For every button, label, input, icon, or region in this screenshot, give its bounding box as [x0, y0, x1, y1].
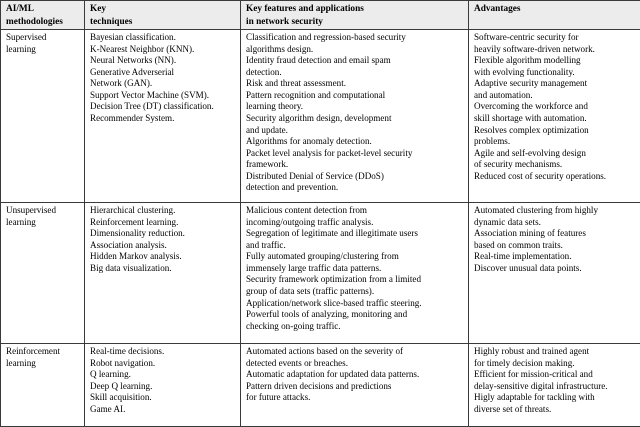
column-header-techniques	[85, 1, 241, 30]
text-line: Application/network slice-based traffic steering.	[246, 298, 464, 310]
text-line: Decision Tree (DT) classification.	[90, 101, 236, 113]
text-line: with evolving functionality.	[474, 67, 636, 79]
text-line: Supervised	[6, 32, 80, 44]
column-header-line: Advantages	[474, 3, 636, 16]
text-line: Dimensionality reduction.	[90, 228, 236, 240]
text-line: Unsupervised	[6, 205, 80, 217]
column-header-line: techniques	[90, 16, 236, 29]
column-header-methodologies-lines	[6, 3, 80, 28]
text-line: diverse set of threats.	[474, 404, 636, 416]
text-line: dynamic data sets.	[474, 217, 636, 229]
text-line: Robot navigation.	[90, 358, 236, 370]
text-line: Security framework optimization from a limited	[246, 274, 464, 286]
column-header-line: Key	[90, 3, 236, 16]
text-line: and traffic.	[246, 240, 464, 252]
text-line: Recommender System.	[90, 113, 236, 125]
text-line: Generative Adverserial	[90, 67, 236, 79]
cell-techniques-supervised	[85, 30, 241, 203]
text-line: Q learning.	[90, 369, 236, 381]
text-line: Resolves complex optimization	[474, 125, 636, 137]
cell-features-unsupervised	[241, 203, 469, 344]
text-line: heavily software-driven network.	[474, 44, 636, 56]
text-line: framework.	[246, 159, 464, 171]
text-line: Packet level analysis for packet-level security	[246, 148, 464, 160]
text-line: learning	[6, 358, 80, 370]
text-line: incoming/outgoing traffic analysis.	[246, 217, 464, 229]
text-line: learning theory.	[246, 101, 464, 113]
features-lines	[246, 346, 464, 404]
column-header-line: AI/ML	[6, 3, 80, 16]
text-line: Automated actions based on the severity of	[246, 346, 464, 358]
text-line: Reinforcement learning.	[90, 217, 236, 229]
text-line: Discover unusual data points.	[474, 263, 636, 275]
text-line: detected events or breaches.	[246, 358, 464, 370]
text-line: Software-centric security for	[474, 32, 636, 44]
text-line: Malicious content detection from	[246, 205, 464, 217]
text-line: learning	[6, 217, 80, 229]
table-header-row	[1, 1, 640, 30]
text-line: Classification and regression-based security	[246, 32, 464, 44]
text-line: for future attacks.	[246, 392, 464, 404]
text-line: Agile and self-evolving design	[474, 148, 636, 160]
text-line: Efficient for mission-critical and	[474, 369, 636, 381]
text-line: of security mechanisms.	[474, 159, 636, 171]
text-line: Algorithms for anomaly detection.	[246, 136, 464, 148]
table-row	[1, 203, 640, 344]
text-line: checking on-going traffic.	[246, 321, 464, 333]
text-line: algorithms design.	[246, 44, 464, 56]
cell-techniques-unsupervised	[85, 203, 241, 344]
text-line: delay-sensitive digital infrastructure.	[474, 381, 636, 393]
methodology-lines	[6, 346, 80, 369]
text-line: detection and prevention.	[246, 182, 464, 194]
cell-features-supervised	[241, 30, 469, 203]
text-line: Highly robust and trained agent	[474, 346, 636, 358]
text-line: Big data visualization.	[90, 263, 236, 275]
text-line: Automatic adaptation for updated data patterns.	[246, 369, 464, 381]
text-line: Reinforcement	[6, 346, 80, 358]
techniques-lines	[90, 205, 236, 274]
text-line: Flexible algorithm modelling	[474, 55, 636, 67]
text-line: Game AI.	[90, 404, 236, 416]
text-line: Reduced cost of security operations.	[474, 171, 636, 183]
methodology-lines	[6, 205, 80, 228]
advantages-lines	[474, 205, 636, 274]
text-line: Bayesian classification.	[90, 32, 236, 44]
techniques-lines	[90, 346, 236, 415]
text-line: Skill acquisition.	[90, 392, 236, 404]
text-line: Network (GAN).	[90, 78, 236, 90]
text-line: detection.	[246, 67, 464, 79]
text-line: Neural Networks (NN).	[90, 55, 236, 67]
text-line: Adaptive security management	[474, 78, 636, 90]
text-line: Real-time decisions.	[90, 346, 236, 358]
text-line: for timely decision making.	[474, 358, 636, 370]
text-line: Automated clustering from highly	[474, 205, 636, 217]
text-line: Risk and threat assessment.	[246, 78, 464, 90]
text-line: Fully automated grouping/clustering from	[246, 251, 464, 263]
techniques-lines	[90, 32, 236, 124]
text-line: K-Nearest Neighbor (KNN).	[90, 44, 236, 56]
text-line: Segregation of legitimate and illegitimate users	[246, 228, 464, 240]
text-line: Support Vector Machine (SVM).	[90, 90, 236, 102]
column-header-line: in network security	[246, 16, 464, 29]
text-line: Higly adaptable for tackling with	[474, 392, 636, 404]
text-line: Deep Q learning.	[90, 381, 236, 393]
table-body	[1, 30, 640, 427]
text-line: based on common traits.	[474, 240, 636, 252]
cell-advantages-unsupervised	[469, 203, 640, 344]
cell-methodology-unsupervised	[1, 203, 85, 344]
methodology-lines	[6, 32, 80, 55]
text-line: Pattern driven decisions and predictions	[246, 381, 464, 393]
table-row	[1, 30, 640, 203]
text-line: Distributed Denial of Service (DDoS)	[246, 171, 464, 183]
text-line: Identity fraud detection and email spam	[246, 55, 464, 67]
text-line: Association mining of features	[474, 228, 636, 240]
text-line: and update.	[246, 125, 464, 137]
features-lines	[246, 32, 464, 194]
cell-advantages-reinforcement	[469, 344, 640, 427]
column-header-advantages-lines	[474, 3, 636, 16]
advantages-lines	[474, 32, 636, 182]
cell-methodology-reinforcement	[1, 344, 85, 427]
cell-techniques-reinforcement	[85, 344, 241, 427]
advantages-lines	[474, 346, 636, 415]
text-line: Hidden Markov analysis.	[90, 251, 236, 263]
text-line: Overcoming the workforce and	[474, 101, 636, 113]
table-row	[1, 344, 640, 427]
column-header-features-lines	[246, 3, 464, 28]
text-line: problems.	[474, 136, 636, 148]
cell-advantages-supervised	[469, 30, 640, 203]
cell-features-reinforcement	[241, 344, 469, 427]
column-header-line: Key features and applications	[246, 3, 464, 16]
column-header-features	[241, 1, 469, 30]
text-line: Security algorithm design, development	[246, 113, 464, 125]
table-header	[1, 1, 640, 30]
column-header-methodologies	[1, 1, 85, 30]
column-header-techniques-lines	[90, 3, 236, 28]
text-line: Hierarchical clustering.	[90, 205, 236, 217]
text-line: Powerful tools of analyzing, monitoring and	[246, 309, 464, 321]
cell-methodology-supervised	[1, 30, 85, 203]
column-header-advantages	[469, 1, 640, 30]
text-line: Pattern recognition and computational	[246, 90, 464, 102]
text-line: skill shortage with automation.	[474, 113, 636, 125]
column-header-line: methodologies	[6, 16, 80, 29]
text-line: Association analysis.	[90, 240, 236, 252]
text-line: learning	[6, 44, 80, 56]
text-line: immensely large traffic data patterns.	[246, 263, 464, 275]
text-line: and automation.	[474, 90, 636, 102]
features-lines	[246, 205, 464, 332]
text-line: group of data sets (traffic patterns).	[246, 286, 464, 298]
text-line: Real-time implementation.	[474, 251, 636, 263]
